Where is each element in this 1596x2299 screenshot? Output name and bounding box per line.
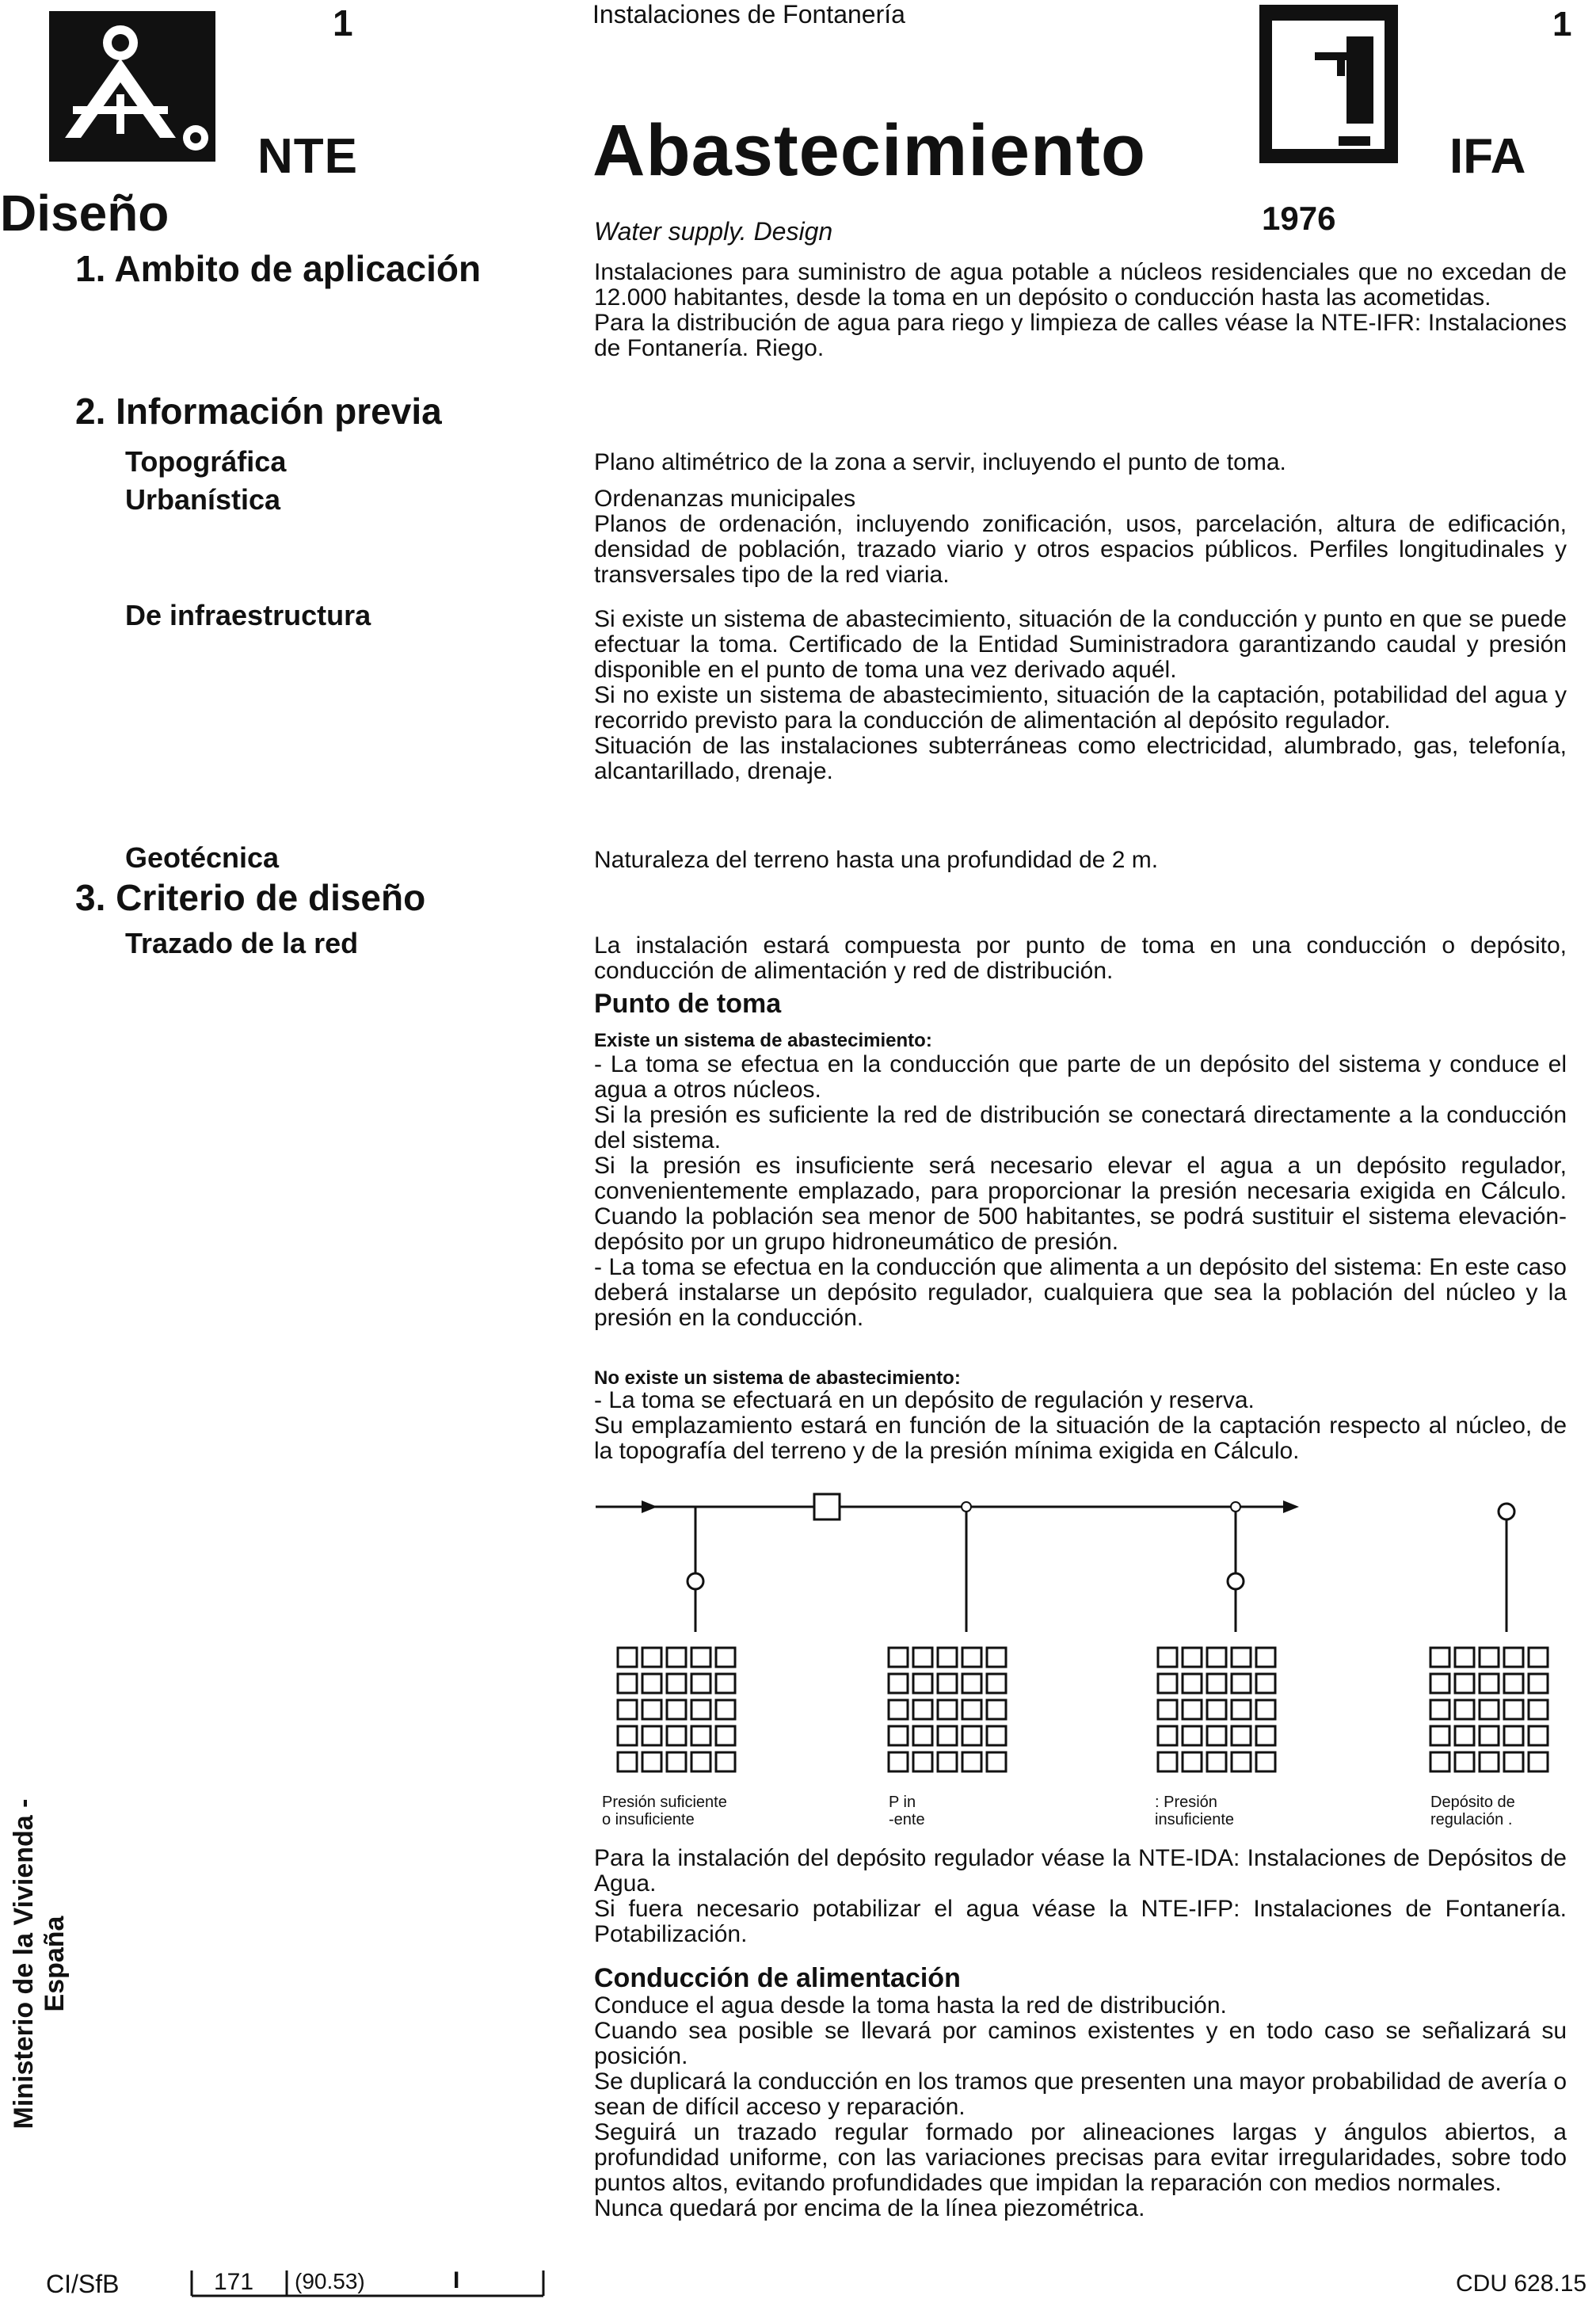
building-cell xyxy=(1430,1752,1449,1771)
building-cell xyxy=(1430,1674,1449,1693)
building-cell xyxy=(1480,1674,1499,1693)
caption-1: Presión suficiente o insuficiente xyxy=(602,1794,727,1828)
paragraph-topografica: Plano altimétrico de la zona a servir, incluyendo el punto de toma. xyxy=(594,449,1286,475)
building-cell xyxy=(716,1752,735,1771)
paragraph-conduccion: Conduce el agua desde la toma hasta la red de distribución. Cuando sea posible se llevará por caminos existentes y en todo caso se señalizará su posición. Se duplicará la conducción en los tramos que presenten una mayor probabilidad de avería o sean de difícil acceso y reparación. Seguirá un trazado regular formado por alineaciones largas y ángulos abiertos, a profundidad uniforme, con las variaciones precisas para evitar irregularidades, sobre todo puntos altos, evitando profundidades que impidan la reparación con medios normales. Nunca quedará por encima de la línea piezométrica. xyxy=(594,1992,1567,2221)
page-title: Abastecimiento xyxy=(592,110,1147,191)
building-cell xyxy=(987,1674,1006,1693)
building-cell xyxy=(1529,1752,1548,1771)
page-number-left: 1 xyxy=(333,2,353,44)
building-cell xyxy=(1207,1674,1226,1693)
building-cell xyxy=(889,1700,908,1719)
caption-2: P in -ente xyxy=(889,1794,925,1828)
building-cell xyxy=(889,1674,908,1693)
nte-logo xyxy=(49,11,215,162)
building-cell xyxy=(1183,1726,1202,1745)
paragraph-ambito: Instalaciones para suministro de agua potable a núcleos residenciales que no excedan de 12.000 habitantes, desde la toma en un depósito o conducción hasta las acometidas. Para la distribución de agua para riego y limpieza de calles véase la NTE-IFR: Instalaciones de Fontanería. Riego. xyxy=(594,259,1567,361)
building-cell xyxy=(1504,1674,1523,1693)
building-cell xyxy=(1504,1700,1523,1719)
building-cell xyxy=(1158,1752,1177,1771)
building-cell xyxy=(691,1726,710,1745)
building-cell xyxy=(962,1674,981,1693)
label-trazado: Trazado de la red xyxy=(125,927,359,959)
building-cell xyxy=(1183,1674,1202,1693)
building-cell xyxy=(1207,1648,1226,1667)
building-cell xyxy=(667,1752,686,1771)
building-cell xyxy=(889,1726,908,1745)
building-cell xyxy=(1158,1648,1177,1667)
ministry-vertical: Ministerio de la Vivienda - España xyxy=(9,1798,70,2129)
building-cell xyxy=(962,1726,981,1745)
paragraph-trazado: La instalación estará compuesta por punto de toma en una conducción o depósito, conducción de alimentación y red de distribución. xyxy=(594,932,1567,984)
building-cell xyxy=(1504,1648,1523,1667)
building-cell xyxy=(642,1726,661,1745)
building-cell xyxy=(1158,1700,1177,1719)
building-cell xyxy=(1529,1726,1548,1745)
building-cell xyxy=(691,1700,710,1719)
cdu-label: CDU 628.15 xyxy=(1456,2270,1587,2297)
building-cell xyxy=(938,1726,957,1745)
label-infraestructura: De infraestructura xyxy=(125,599,371,631)
building-cell xyxy=(716,1700,735,1719)
building-cell xyxy=(1455,1674,1474,1693)
building-cell xyxy=(889,1648,908,1667)
building-cell xyxy=(962,1648,981,1667)
building-cell xyxy=(1207,1726,1226,1745)
building-cell xyxy=(642,1648,661,1667)
building-cell xyxy=(913,1674,932,1693)
paragraph-no-existe: - La toma se efectuará en un depósito de regulación y reserva. Su emplazamiento estará en función de la situación de la captación respecto al núcleo, de la topografía del terreno y de la presión mínima exigida en Cálculo. xyxy=(594,1387,1567,1464)
building-cell xyxy=(1158,1674,1177,1693)
building-cell xyxy=(691,1674,710,1693)
building-cell xyxy=(667,1674,686,1693)
cisfb-code-2: (90.53) xyxy=(295,2269,365,2293)
caption-4: Depósito de regulación . xyxy=(1430,1794,1515,1828)
building-cell xyxy=(1480,1752,1499,1771)
building-cell xyxy=(938,1648,957,1667)
building-cell xyxy=(1480,1700,1499,1719)
building-cell xyxy=(1504,1752,1523,1771)
english-subtitle: Water supply. Design xyxy=(594,217,833,246)
building-cell xyxy=(1207,1752,1226,1771)
ifa-logo xyxy=(1259,5,1398,163)
building-cell xyxy=(1256,1752,1275,1771)
building-cell xyxy=(1455,1726,1474,1745)
label-geotecnica: Geotécnica xyxy=(125,841,280,874)
building-cell xyxy=(618,1700,637,1719)
heading-existe: Existe un sistema de abastecimiento: xyxy=(594,1030,932,1051)
paragraph-infraestructura: Si existe un sistema de abastecimiento, situación de la conducción y punto en que se puede efectuar la toma. Certificado de la Entidad Suministradora garantizando caudal y presión disponible en el punto de toma una vez derivado aquél. Si no existe un sistema de abastecimiento, situación de la captación, potabilidad del agua y recorrido previsto para la conducción de alimentación al depósito regulador. Situación de las instalaciones subterráneas como electricidad, alumbrado, gas, telefonía, alcantarillado, drenaje. xyxy=(594,606,1567,784)
building-cell xyxy=(691,1752,710,1771)
page-number-right: 1 xyxy=(1552,5,1572,44)
building-cell xyxy=(1529,1700,1548,1719)
cisfb-code-1: 171 xyxy=(214,2269,254,2295)
building-cell xyxy=(962,1700,981,1719)
building-cell xyxy=(987,1726,1006,1745)
building-cell xyxy=(618,1674,637,1693)
paragraph-depositos: Para la instalación del depósito regulador véase la NTE-IDA: Instalaciones de Depósitos de Agua. Si fuera necesario potabilizar el agua véase la NTE-IFP: Instalaciones de Fontanería. Potabilización. xyxy=(594,1845,1567,1947)
cisfb-label: CI/SfB xyxy=(46,2270,120,2298)
building-cell xyxy=(618,1648,637,1667)
caption-3: : Presión insuficiente xyxy=(1155,1794,1235,1828)
building-cell xyxy=(1529,1648,1548,1667)
building-cell xyxy=(1529,1674,1548,1693)
building-cell xyxy=(667,1700,686,1719)
year: 1976 xyxy=(1262,200,1336,237)
section-diseno: Diseño xyxy=(0,185,170,242)
building-cell xyxy=(1158,1726,1177,1745)
heading-informacion: 2. Información previa xyxy=(75,391,442,432)
building-cell xyxy=(1430,1648,1449,1667)
building-cell xyxy=(913,1752,932,1771)
paragraph-geotecnica: Naturaleza del terreno hasta una profundidad de 2 m. xyxy=(594,847,1159,873)
building-cell xyxy=(618,1726,637,1745)
building-cell xyxy=(1256,1648,1275,1667)
building-cell xyxy=(1455,1700,1474,1719)
label-urbanistica: Urbanística xyxy=(125,483,281,516)
nte-label: NTE xyxy=(257,129,358,184)
building-cell xyxy=(1232,1648,1251,1667)
building-cell xyxy=(1232,1674,1251,1693)
building-cell xyxy=(1207,1700,1226,1719)
supply-diagram xyxy=(594,1481,1576,1830)
building-cell xyxy=(889,1752,908,1771)
building-cell xyxy=(913,1726,932,1745)
building-cell xyxy=(987,1648,1006,1667)
building-cell xyxy=(1183,1752,1202,1771)
building-cell xyxy=(1232,1726,1251,1745)
building-cell xyxy=(938,1752,957,1771)
building-cell xyxy=(1256,1726,1275,1745)
heading-ambito: 1. Ambito de aplicación xyxy=(75,248,482,289)
building-cell xyxy=(1430,1726,1449,1745)
label-topografica: Topográfica xyxy=(125,445,287,478)
building-cell xyxy=(618,1752,637,1771)
building-cell xyxy=(716,1648,735,1667)
heading-conduccion: Conducción de alimentación xyxy=(594,1963,961,1993)
building-cell xyxy=(962,1752,981,1771)
paragraph-existe: - La toma se efectua en la conducción que parte de un depósito del sistema y conduce el agua a otros núcleos. Si la presión es suficiente la red de distribución se conectará directamente a la conducción del sistema. Si la presión es insuficiente será necesario elevar el agua a un depósito regulador, convenientemente emplazado, para proporcionar la presión necesaria exigida en Cálculo. Cuando la población sea menor de 500 habitantes, se podrá sustituir el sistema elevación-depósito por un grupo hidroneumático de presión. - La toma se efectua en la conducción que alimenta a un depósito del sistema: En este caso deberá instalarse un depósito regulador, cualquiera que sea la población del núcleo y la presión en la conducción. xyxy=(594,1051,1567,1331)
series-title: Instalaciones de Fontanería xyxy=(592,0,905,29)
building-cell xyxy=(1480,1648,1499,1667)
building-cell xyxy=(1183,1700,1202,1719)
ifa-label: IFA xyxy=(1449,129,1526,184)
heading-punto-toma: Punto de toma xyxy=(594,989,782,1019)
arrow-right xyxy=(1283,1500,1299,1513)
building-cell xyxy=(1504,1726,1523,1745)
cisfb-code-3: I xyxy=(453,2267,460,2293)
building-cell xyxy=(1455,1752,1474,1771)
building-cell xyxy=(1183,1648,1202,1667)
building-cell xyxy=(1480,1726,1499,1745)
arrow-left xyxy=(642,1500,657,1513)
building-cell xyxy=(1455,1648,1474,1667)
building-cell xyxy=(1256,1674,1275,1693)
building-cell xyxy=(987,1752,1006,1771)
building-cell xyxy=(1232,1752,1251,1771)
building-cell xyxy=(691,1648,710,1667)
building-cell xyxy=(642,1752,661,1771)
valve-box xyxy=(814,1494,840,1519)
paragraph-urbanistica: Ordenanzas municipales Planos de ordenación, incluyendo zonificación, usos, parcelación, altura de edificación, densidad de población, trazado viario y otros espacios públicos. Perfiles longitudinales y transversales tipo de la red viaria. xyxy=(594,486,1567,588)
building-cell xyxy=(1232,1700,1251,1719)
building-cell xyxy=(913,1700,932,1719)
building-cell xyxy=(667,1648,686,1667)
building-cell xyxy=(642,1700,661,1719)
building-cell xyxy=(938,1700,957,1719)
heading-criterio: 3. Criterio de diseño xyxy=(75,877,426,918)
building-cell xyxy=(642,1674,661,1693)
building-cell xyxy=(716,1674,735,1693)
building-cell xyxy=(987,1700,1006,1719)
building-cell xyxy=(667,1726,686,1745)
building-cell xyxy=(938,1674,957,1693)
building-cell xyxy=(1256,1700,1275,1719)
building-cell xyxy=(1430,1700,1449,1719)
heading-no-existe: No existe un sistema de abastecimiento: xyxy=(594,1367,961,1389)
building-cell xyxy=(913,1648,932,1667)
building-cell xyxy=(716,1726,735,1745)
